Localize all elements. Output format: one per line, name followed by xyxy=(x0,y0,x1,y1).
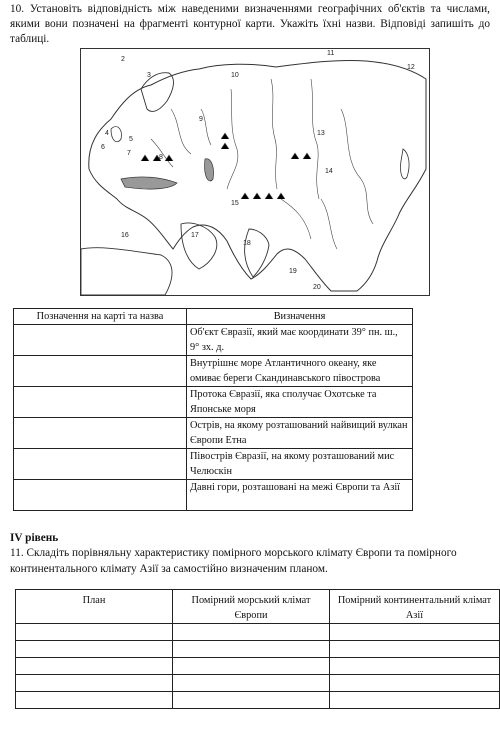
plan-cell[interactable] xyxy=(16,658,173,675)
table-row xyxy=(16,624,500,641)
header-map-label-name: Позначення на карті та назва xyxy=(14,309,187,325)
marine-cell[interactable] xyxy=(173,675,330,692)
answer-cell[interactable] xyxy=(14,418,187,449)
answer-cell[interactable] xyxy=(14,387,187,418)
india-outline xyxy=(245,229,269,277)
task-10-text: 10. Установіть відповідність між наведеними визначеннями географічних об'єктів та числами, якими вони позначені на фрагменті контурної карти. Укажіть їхні назви. Відповіді запишіть до таблиці. xyxy=(10,3,490,45)
plan-cell[interactable] xyxy=(16,675,173,692)
map-label-8: 8 xyxy=(159,154,163,161)
table-row xyxy=(14,480,413,511)
plan-cell[interactable] xyxy=(16,641,173,658)
plan-cell[interactable] xyxy=(16,692,173,709)
caspian-sea xyxy=(205,159,214,181)
definition-cell: Острів, на якому розташований найвищий вулкан Європи Етна xyxy=(187,418,413,449)
table-row xyxy=(14,325,413,356)
map-label-5: 5 xyxy=(129,136,133,143)
answer-cell[interactable] xyxy=(14,480,187,511)
level-heading: IV рівень xyxy=(10,532,59,544)
answer-cell[interactable] xyxy=(14,356,187,387)
mountains xyxy=(141,133,311,199)
header-marine-climate: Помірний морський клімат Європи xyxy=(173,590,330,624)
table-row xyxy=(14,356,413,387)
header-continental-climate: Помірний континентальний клімат Азії xyxy=(330,590,500,624)
british-isles xyxy=(111,127,121,142)
answer-cell[interactable] xyxy=(14,325,187,356)
task-11-text: 11. Складіть порівняльну характеристику помірного морського клімату Європи та помірного континентального клімату Азії за самостійно визначеним планом. xyxy=(10,547,457,575)
continental-cell[interactable] xyxy=(330,658,500,675)
header-plan: План xyxy=(16,590,173,624)
mediterranean-sea xyxy=(121,177,177,189)
map-label-20: 20 xyxy=(313,284,321,291)
marine-cell[interactable] xyxy=(173,658,330,675)
map-label-12: 12 xyxy=(407,64,415,71)
comparison-table xyxy=(15,589,500,709)
matching-table-header xyxy=(14,309,413,325)
table-row xyxy=(16,692,500,709)
map-label-13: 13 xyxy=(317,130,325,137)
map-label-19: 19 xyxy=(289,268,297,275)
map-drawing xyxy=(81,49,429,295)
eurasia-coastline xyxy=(89,60,426,291)
matching-table xyxy=(13,308,413,511)
map-label-6: 6 xyxy=(101,144,105,151)
definition-cell: Внутрішнє море Атлантичного океану, яке омиває береги Скандинавського півострова xyxy=(187,356,413,387)
table-row xyxy=(16,658,500,675)
answer-cell[interactable] xyxy=(14,449,187,480)
table-row xyxy=(16,641,500,658)
map-label-10: 10 xyxy=(231,72,239,79)
contour-map-eurasia xyxy=(80,48,430,296)
definition-cell: Півострів Євразії, на якому розташований мис Челюскін xyxy=(187,449,413,480)
plan-cell[interactable] xyxy=(16,624,173,641)
map-label-16: 16 xyxy=(121,232,129,239)
table-row xyxy=(14,418,413,449)
continental-cell[interactable] xyxy=(330,692,500,709)
map-label-2: 2 xyxy=(121,56,125,63)
map-label-14: 14 xyxy=(325,168,333,175)
table-row xyxy=(16,675,500,692)
comparison-table-header xyxy=(16,590,500,624)
marine-cell[interactable] xyxy=(173,692,330,709)
map-label-4: 4 xyxy=(105,130,109,137)
map-label-15: 15 xyxy=(231,200,239,207)
continental-cell[interactable] xyxy=(330,675,500,692)
marine-cell[interactable] xyxy=(173,624,330,641)
definition-cell: Протока Євразії, яка сполучає Охотське та Японське моря xyxy=(187,387,413,418)
map-label-3: 3 xyxy=(147,72,151,79)
arabia-outline xyxy=(181,223,217,269)
definition-cell: Об'єкт Євразії, який має координати 39° пн. ш., 9° зх. д. xyxy=(187,325,413,356)
map-label-11: 11 xyxy=(327,50,335,57)
header-definition: Визначення xyxy=(187,309,413,325)
japan-islands xyxy=(400,149,409,179)
africa-outline xyxy=(81,248,172,295)
continental-cell[interactable] xyxy=(330,641,500,658)
map-label-9: 9 xyxy=(199,116,203,123)
map-label-7: 7 xyxy=(127,150,131,157)
definition-cell: Давні гори, розташовані на межі Європи та Азії xyxy=(187,480,413,511)
map-label-17: 17 xyxy=(191,232,199,239)
scandinavia-outline xyxy=(141,73,173,112)
map-label-18: 18 xyxy=(243,240,251,247)
marine-cell[interactable] xyxy=(173,641,330,658)
table-row xyxy=(14,449,413,480)
continental-cell[interactable] xyxy=(330,624,500,641)
table-row xyxy=(14,387,413,418)
